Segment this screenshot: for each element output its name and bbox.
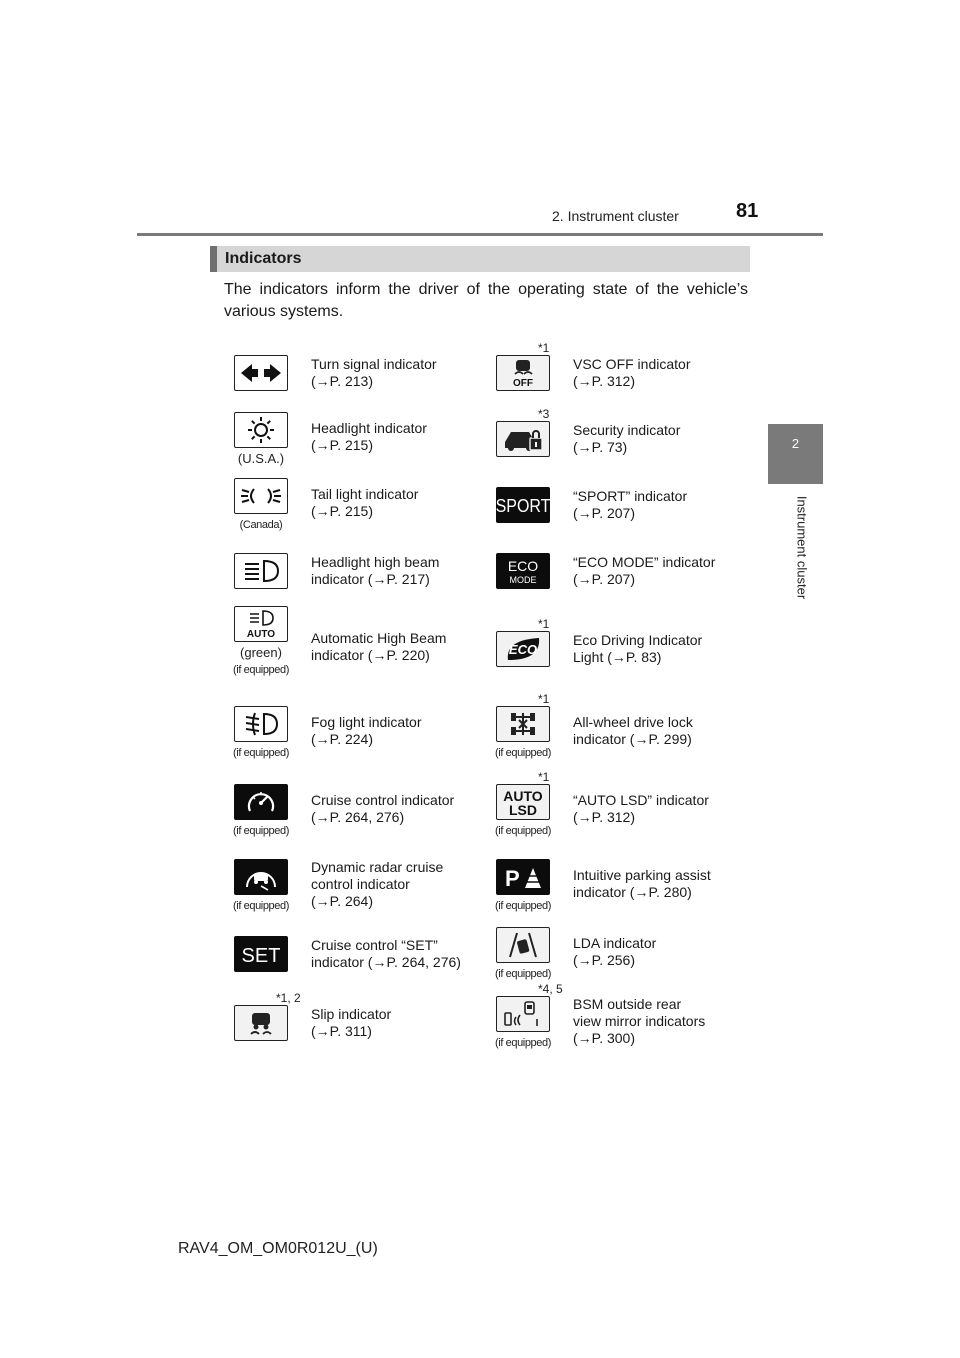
description-line: “AUTO LSD” indicator: [573, 792, 709, 808]
svg-text:AUTO: AUTO: [246, 629, 276, 640]
indicator-note: (if equipped): [495, 900, 551, 912]
indicator-description: [311, 792, 454, 826]
intro-paragraph: The indicators inform the driver of the operating state of the vehicle’s various systems.: [224, 281, 748, 320]
indicator-cell: [224, 538, 494, 604]
bsm-mirror-icon: [496, 996, 550, 1032]
description-line: (→P. 311): [311, 1023, 372, 1039]
svg-text:SET: SET: [241, 945, 281, 967]
description-line: LDA indicator: [573, 935, 657, 951]
indicator-note: (if equipped): [495, 1037, 551, 1049]
indicator-cell: [486, 922, 756, 986]
turn-signal-icon: [234, 355, 288, 391]
indicator-note: (if equipped): [495, 968, 551, 980]
indicator-cell: [486, 694, 756, 772]
indicator-cell: [224, 922, 494, 986]
indicator-row: [224, 850, 764, 922]
fog-light-icon: [234, 706, 288, 742]
page-number: 81: [736, 200, 759, 222]
description-line: (→P. 224): [311, 731, 373, 747]
radar-cruise-icon: [234, 859, 288, 895]
description-line: “SPORT” indicator: [573, 488, 688, 504]
indicator-note: (if equipped): [233, 664, 289, 676]
description-line: (→P. 312): [573, 373, 635, 389]
indicator-description: [311, 554, 439, 588]
svg-text:ECO: ECO: [508, 642, 538, 657]
indicator-description: [573, 867, 711, 901]
description-line: Light (→P. 83): [573, 649, 662, 665]
footnote-marker: *3: [538, 407, 550, 421]
description-line: (→P. 264, 276): [311, 809, 405, 825]
description-line: (→P. 213): [311, 373, 373, 389]
document-footer: RAV4_OM_OM0R012U_(U): [178, 1240, 378, 1257]
eco-mode-icon: [496, 553, 550, 589]
indicator-description: [311, 714, 422, 748]
description-line: (→P. 264): [311, 892, 373, 909]
section-heading: Indicators: [210, 246, 750, 272]
footnote-marker: *1: [538, 341, 550, 355]
description-line: VSC OFF indicator: [573, 356, 691, 372]
indicator-cell: [224, 986, 494, 1060]
description-line: (→P. 215): [311, 503, 373, 519]
indicator-description: [573, 356, 690, 390]
indicator-row: [224, 538, 764, 604]
indicator-row: [224, 772, 764, 850]
indicator-cell: [224, 772, 494, 850]
description-line: Headlight high beam: [311, 554, 440, 570]
chapter-tab[interactable]: [768, 424, 823, 484]
svg-text:SPORT: SPORT: [495, 494, 551, 517]
indicator-note: (if equipped): [495, 747, 551, 759]
indicator-cell: [224, 340, 494, 406]
description-line: indicator (→P. 217): [311, 571, 430, 587]
auto-high-beam-icon: [234, 606, 288, 642]
footnote-marker: *4, 5: [538, 982, 563, 996]
description-line: Tail light indicator: [311, 486, 419, 502]
slip-icon: [234, 1005, 288, 1041]
indicator-cell: [224, 694, 494, 772]
description-line: view mirror indicators: [573, 1012, 706, 1029]
description-line: (→P. 207): [573, 571, 635, 587]
chapter-tab-number: 2: [791, 436, 800, 451]
indicator-description: [311, 859, 443, 910]
indicator-cell: [224, 472, 494, 538]
sport-icon: [496, 487, 550, 523]
description-line: Dynamic radar cruise: [311, 858, 444, 875]
description-line: (→P. 215): [311, 437, 373, 453]
indicator-note: (U.S.A.): [237, 451, 285, 466]
indicator-description: [573, 632, 702, 666]
svg-text:LSD: LSD: [509, 802, 537, 818]
security-icon: [496, 421, 550, 457]
indicator-cell: [486, 850, 756, 922]
description-line: indicator (→P. 280): [573, 884, 692, 900]
indicator-description: [311, 1006, 391, 1040]
svg-text:OFF: OFF: [513, 378, 533, 389]
description-line: All-wheel drive lock: [573, 714, 693, 730]
indicator-description: [573, 422, 680, 456]
indicator-cell: [486, 538, 756, 604]
description-line: (→P. 256): [573, 952, 635, 968]
indicator-cell: [486, 982, 756, 1060]
indicator-description: [573, 996, 705, 1047]
footnote-marker: *1, 2: [276, 991, 301, 1005]
indicator-row: [224, 340, 764, 406]
description-line: (→P. 73): [573, 439, 628, 455]
header-rule: [137, 233, 823, 236]
description-line: (→P. 312): [573, 809, 635, 825]
cruise-control-icon: [234, 784, 288, 820]
indicator-cell: [224, 406, 494, 472]
indicator-cell: [486, 406, 756, 472]
headlight-icon: [234, 412, 288, 448]
indicator-description: [573, 488, 687, 522]
indicator-row: [224, 694, 764, 772]
indicator-cell: [486, 340, 756, 406]
svg-text:P: P: [505, 866, 520, 891]
parking-assist-icon: [496, 859, 550, 895]
description-line: Cruise control indicator: [311, 792, 455, 808]
description-line: Automatic High Beam: [311, 630, 447, 646]
indicator-note: (if equipped): [495, 825, 551, 837]
description-line: Slip indicator: [311, 1006, 392, 1022]
indicator-description: [573, 714, 693, 748]
eco-driving-icon: [496, 631, 550, 667]
indicator-table: [224, 340, 764, 1060]
indicator-description: [311, 486, 418, 520]
cruise-set-icon: [234, 936, 288, 972]
high-beam-icon: [234, 553, 288, 589]
indicator-cell: [224, 604, 494, 694]
description-line: indicator (→P. 299): [573, 731, 692, 747]
indicator-row: [224, 472, 764, 538]
description-line: (→P. 207): [573, 505, 635, 521]
indicator-description: [573, 554, 715, 588]
description-line: indicator (→P. 220): [311, 647, 430, 663]
svg-text:AUTO: AUTO: [503, 788, 543, 804]
description-line: Security indicator: [573, 422, 681, 438]
indicator-description: [311, 630, 446, 664]
indicator-note: (if equipped): [233, 747, 289, 759]
footnote-marker: *1: [538, 770, 550, 784]
description-line: BSM outside rear: [573, 995, 682, 1012]
indicator-note: (green): [240, 645, 282, 660]
indicator-description: [311, 937, 461, 971]
indicator-description: [573, 792, 709, 826]
indicator-cell: [486, 604, 756, 694]
description-line: Turn signal indicator: [311, 356, 437, 372]
indicator-note: (if equipped): [233, 825, 289, 837]
description-line: Fog light indicator: [311, 714, 422, 730]
description-line: control indicator: [311, 875, 410, 892]
vsc-off-icon: [496, 355, 550, 391]
description-line: indicator (→P. 264, 276): [311, 954, 461, 970]
chapter-label-text: Instrument cluster: [794, 495, 810, 600]
indicator-cell: [224, 850, 494, 922]
auto-lsd-icon: [496, 784, 550, 820]
indicator-cell: [486, 772, 756, 850]
awd-lock-icon: [496, 706, 550, 742]
tail-light-icon: [234, 478, 288, 514]
running-header-section: 2. Instrument cluster: [552, 208, 679, 224]
description-line: Cruise control “SET”: [311, 937, 438, 953]
description-line: “ECO MODE” indicator: [573, 554, 716, 570]
lda-icon: [496, 927, 550, 963]
indicator-note: (Canada): [239, 519, 283, 531]
chapter-label: [790, 490, 808, 610]
indicator-row: [224, 406, 764, 472]
description-line: (→P. 300): [573, 1029, 635, 1046]
indicator-note: (if equipped): [233, 900, 289, 912]
footnote-marker: *1: [538, 692, 550, 706]
indicator-description: [311, 420, 427, 454]
footnote-marker: *1: [538, 617, 550, 631]
indicator-cell: [486, 472, 756, 538]
indicator-description: [311, 356, 437, 390]
description-line: Intuitive parking assist: [573, 867, 711, 883]
svg-text:ECO: ECO: [507, 558, 539, 574]
svg-text:MODE: MODE: [509, 575, 537, 585]
description-line: Headlight indicator: [311, 420, 427, 436]
indicator-row: [224, 982, 764, 1060]
indicator-row: [224, 604, 764, 694]
indicator-row: [224, 922, 764, 986]
indicator-description: [573, 935, 656, 969]
description-line: Eco Driving Indicator: [573, 632, 703, 648]
